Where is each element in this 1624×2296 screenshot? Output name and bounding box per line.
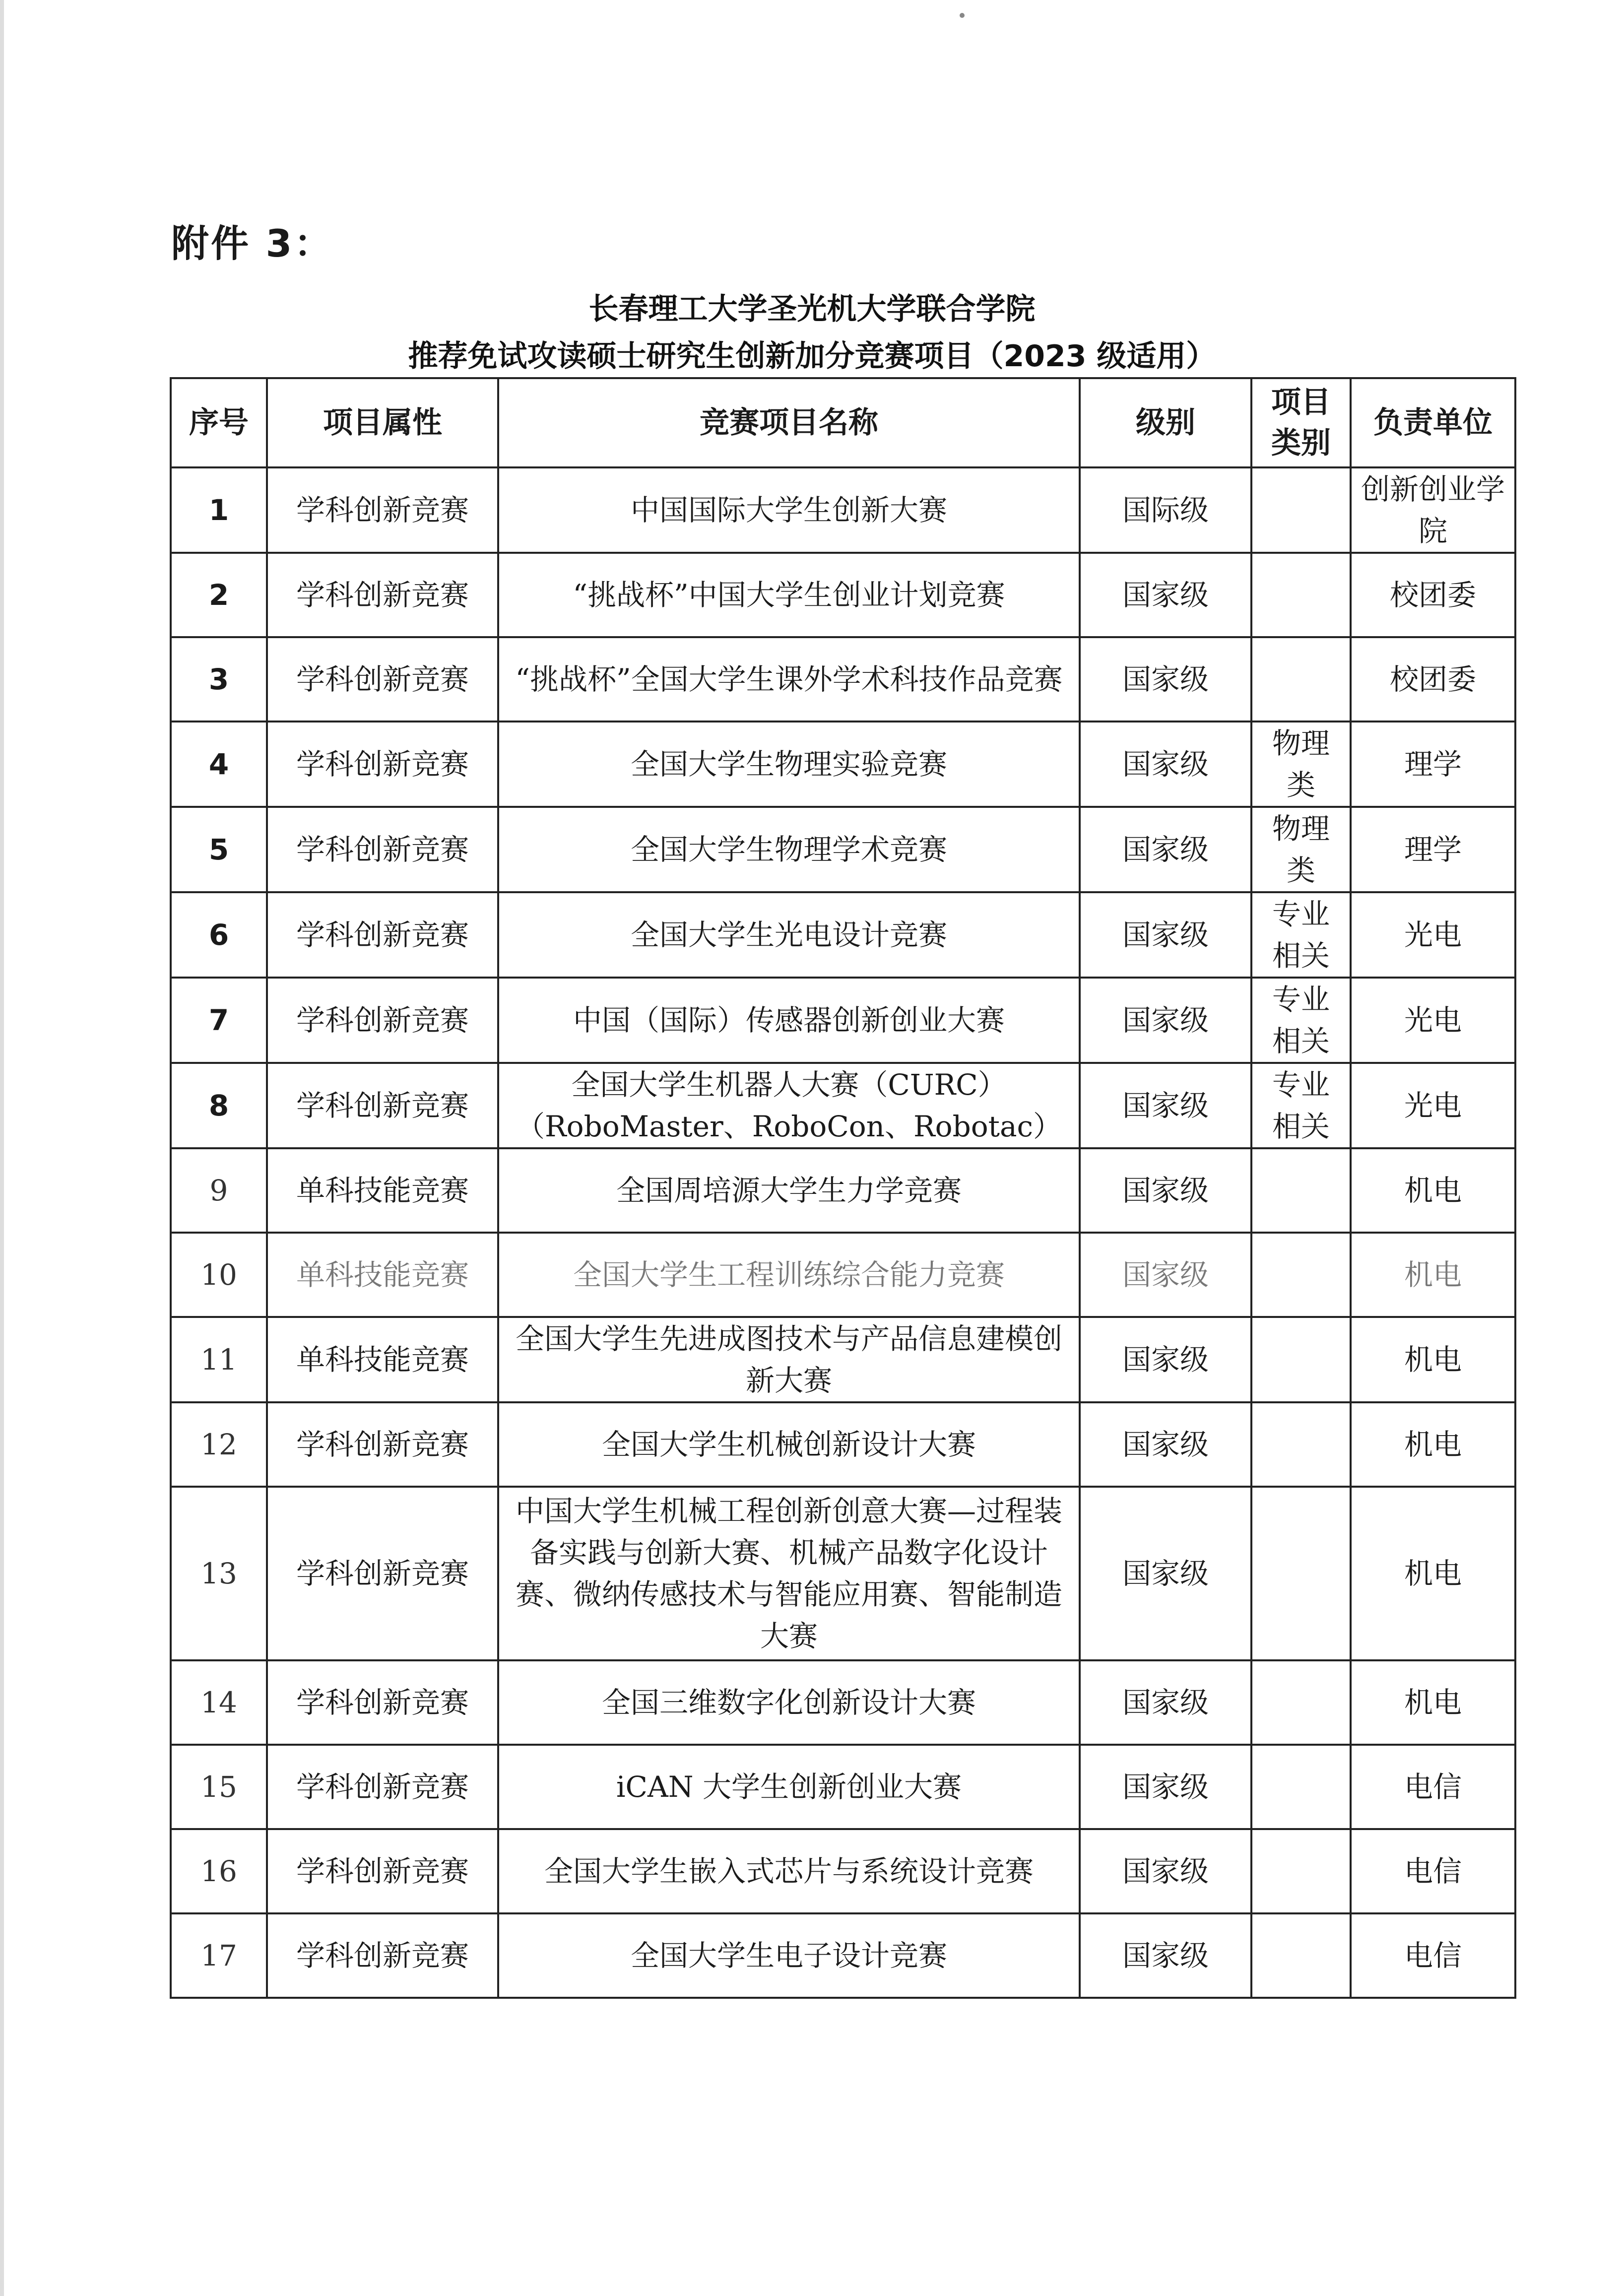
cell-category: 物理类 bbox=[1251, 722, 1351, 807]
cell-level: 国家级 bbox=[1080, 892, 1251, 978]
cell-attr: 学科创新竞赛 bbox=[267, 1745, 498, 1829]
cell-unit: 光电 bbox=[1351, 892, 1515, 978]
cell-no: 4 bbox=[171, 722, 267, 807]
cell-attr: 学科创新竞赛 bbox=[267, 892, 498, 978]
cell-attr: 学科创新竞赛 bbox=[267, 1913, 498, 1998]
cell-name: “挑战杯”中国大学生创业计划竞赛 bbox=[498, 553, 1080, 637]
cell-attr: 单科技能竞赛 bbox=[267, 1233, 498, 1317]
cell-attr: 学科创新竞赛 bbox=[267, 637, 498, 722]
cell-name: iCAN 大学生创新创业大赛 bbox=[498, 1745, 1080, 1829]
cell-name: 全国大学生嵌入式芯片与系统设计竞赛 bbox=[498, 1829, 1080, 1913]
cell-name: 全国大学生机械创新设计大赛 bbox=[498, 1402, 1080, 1487]
cell-level: 国家级 bbox=[1080, 1317, 1251, 1402]
header-unit: 负责单位 bbox=[1351, 378, 1515, 467]
cell-level: 国家级 bbox=[1080, 1148, 1251, 1233]
cell-unit: 电信 bbox=[1351, 1913, 1515, 1998]
cell-level: 国家级 bbox=[1080, 1913, 1251, 1998]
cell-unit: 电信 bbox=[1351, 1829, 1515, 1913]
cell-no: 11 bbox=[171, 1317, 267, 1402]
table-row bbox=[171, 807, 1515, 892]
cell-name: 全国大学生光电设计竞赛 bbox=[498, 892, 1080, 978]
cell-name: 中国国际大学生创新大赛 bbox=[498, 467, 1080, 553]
cell-level: 国家级 bbox=[1080, 1660, 1251, 1745]
table-row bbox=[171, 722, 1515, 807]
cell-no: 14 bbox=[171, 1660, 267, 1745]
cell-name: 全国大学生机器人大赛（CURC）（RoboMaster、RoboCon、Robotac） bbox=[498, 1063, 1080, 1148]
cell-attr: 单科技能竞赛 bbox=[267, 1317, 498, 1402]
cell-attr: 学科创新竞赛 bbox=[267, 1063, 498, 1148]
cell-attr: 学科创新竞赛 bbox=[267, 467, 498, 553]
cell-level: 国家级 bbox=[1080, 553, 1251, 637]
cell-category bbox=[1251, 1829, 1351, 1913]
competition-table bbox=[170, 377, 1516, 1999]
header-category: 项目类别 bbox=[1251, 378, 1351, 467]
cell-unit: 创新创业学院 bbox=[1351, 467, 1515, 553]
cell-name: 全国大学生先进成图技术与产品信息建模创新大赛 bbox=[498, 1317, 1080, 1402]
cell-no: 16 bbox=[171, 1829, 267, 1913]
cell-category bbox=[1251, 1487, 1351, 1660]
cell-unit: 理学 bbox=[1351, 807, 1515, 892]
table-row bbox=[171, 1063, 1515, 1148]
cell-category: 物理类 bbox=[1251, 807, 1351, 892]
cell-attr: 学科创新竞赛 bbox=[267, 553, 498, 637]
cell-level: 国家级 bbox=[1080, 1487, 1251, 1660]
cell-level: 国家级 bbox=[1080, 722, 1251, 807]
cell-no: 6 bbox=[171, 892, 267, 978]
cell-category bbox=[1251, 1745, 1351, 1829]
table-row bbox=[171, 892, 1515, 978]
cell-category bbox=[1251, 1233, 1351, 1317]
cell-unit: 光电 bbox=[1351, 978, 1515, 1063]
header-no: 序号 bbox=[171, 378, 267, 467]
cell-category bbox=[1251, 1402, 1351, 1487]
cell-unit: 光电 bbox=[1351, 1063, 1515, 1148]
cell-no: 9 bbox=[171, 1148, 267, 1233]
table-row bbox=[171, 467, 1515, 553]
table-row bbox=[171, 1317, 1515, 1402]
cell-no: 5 bbox=[171, 807, 267, 892]
cell-category bbox=[1251, 1317, 1351, 1402]
cell-attr: 学科创新竞赛 bbox=[267, 1487, 498, 1660]
header-level: 级别 bbox=[1080, 378, 1251, 467]
header-name: 竞赛项目名称 bbox=[498, 378, 1080, 467]
cell-name: 全国大学生物理学术竞赛 bbox=[498, 807, 1080, 892]
cell-name: 中国大学生机械工程创新创意大赛—过程装备实践与创新大赛、机械产品数字化设计赛、微纳传感技术与智能应用赛、智能制造大赛 bbox=[498, 1487, 1080, 1660]
cell-category bbox=[1251, 637, 1351, 722]
cell-no: 3 bbox=[171, 637, 267, 722]
cell-attr: 学科创新竞赛 bbox=[267, 978, 498, 1063]
table-row bbox=[171, 1487, 1515, 1660]
cell-no: 17 bbox=[171, 1913, 267, 1998]
document-title-line2: 推荐免试攻读硕士研究生创新加分竞赛项目（2023 级适用） bbox=[408, 339, 1216, 374]
cell-no: 8 bbox=[171, 1063, 267, 1148]
cell-no: 13 bbox=[171, 1487, 267, 1660]
cell-no: 7 bbox=[171, 978, 267, 1063]
cell-attr: 单科技能竞赛 bbox=[267, 1148, 498, 1233]
cell-unit: 理学 bbox=[1351, 722, 1515, 807]
cell-name: 全国三维数字化创新设计大赛 bbox=[498, 1660, 1080, 1745]
cell-level: 国家级 bbox=[1080, 1745, 1251, 1829]
cell-level: 国家级 bbox=[1080, 637, 1251, 722]
cell-unit: 机电 bbox=[1351, 1402, 1515, 1487]
cell-level: 国家级 bbox=[1080, 807, 1251, 892]
table-header-row bbox=[171, 378, 1515, 467]
cell-category bbox=[1251, 467, 1351, 553]
cell-category: 专业相关 bbox=[1251, 978, 1351, 1063]
cell-category bbox=[1251, 1660, 1351, 1745]
table-row bbox=[171, 1913, 1515, 1998]
cell-name: 全国大学生物理实验竞赛 bbox=[498, 722, 1080, 807]
cell-no: 10 bbox=[171, 1233, 267, 1317]
cell-unit: 机电 bbox=[1351, 1487, 1515, 1660]
cell-category: 专业相关 bbox=[1251, 1063, 1351, 1148]
cell-no: 2 bbox=[171, 553, 267, 637]
cell-unit: 电信 bbox=[1351, 1745, 1515, 1829]
cell-no: 15 bbox=[171, 1745, 267, 1829]
cell-level: 国际级 bbox=[1080, 467, 1251, 553]
table-row bbox=[171, 553, 1515, 637]
table-row bbox=[171, 1660, 1515, 1745]
cell-no: 12 bbox=[171, 1402, 267, 1487]
cell-category bbox=[1251, 1913, 1351, 1998]
cell-attr: 学科创新竞赛 bbox=[267, 1829, 498, 1913]
cell-attr: 学科创新竞赛 bbox=[267, 1660, 498, 1745]
cell-category bbox=[1251, 553, 1351, 637]
cell-attr: 学科创新竞赛 bbox=[267, 722, 498, 807]
cell-name: 中国（国际）传感器创新创业大赛 bbox=[498, 978, 1080, 1063]
table-row bbox=[171, 637, 1515, 722]
cell-attr: 学科创新竞赛 bbox=[267, 1402, 498, 1487]
cell-name: 全国周培源大学生力学竞赛 bbox=[498, 1148, 1080, 1233]
cell-name: “挑战杯”全国大学生课外学术科技作品竞赛 bbox=[498, 637, 1080, 722]
cell-unit: 机电 bbox=[1351, 1148, 1515, 1233]
table-row bbox=[171, 1402, 1515, 1487]
header-attr: 项目属性 bbox=[267, 378, 498, 467]
cell-level: 国家级 bbox=[1080, 1829, 1251, 1913]
table-row bbox=[171, 1233, 1515, 1317]
cell-unit: 校团委 bbox=[1351, 637, 1515, 722]
cell-name: 全国大学生工程训练综合能力竞赛 bbox=[498, 1233, 1080, 1317]
attachment-label: 附件 3： bbox=[171, 221, 334, 265]
cell-unit: 校团委 bbox=[1351, 553, 1515, 637]
table-row bbox=[171, 978, 1515, 1063]
cell-unit: 机电 bbox=[1351, 1660, 1515, 1745]
cell-unit: 机电 bbox=[1351, 1233, 1515, 1317]
scan-speck bbox=[960, 13, 965, 18]
cell-no: 1 bbox=[171, 467, 267, 553]
cell-category bbox=[1251, 1148, 1351, 1233]
cell-category: 专业相关 bbox=[1251, 892, 1351, 978]
cell-name: 全国大学生电子设计竞赛 bbox=[498, 1913, 1080, 1998]
cell-unit: 机电 bbox=[1351, 1317, 1515, 1402]
cell-level: 国家级 bbox=[1080, 1233, 1251, 1317]
document-title-line1: 长春理工大学圣光机大学联合学院 bbox=[588, 292, 1036, 327]
cell-level: 国家级 bbox=[1080, 1063, 1251, 1148]
cell-attr: 学科创新竞赛 bbox=[267, 807, 498, 892]
table-row bbox=[171, 1148, 1515, 1233]
cell-level: 国家级 bbox=[1080, 978, 1251, 1063]
table-row bbox=[171, 1829, 1515, 1913]
cell-level: 国家级 bbox=[1080, 1402, 1251, 1487]
table-row bbox=[171, 1745, 1515, 1829]
